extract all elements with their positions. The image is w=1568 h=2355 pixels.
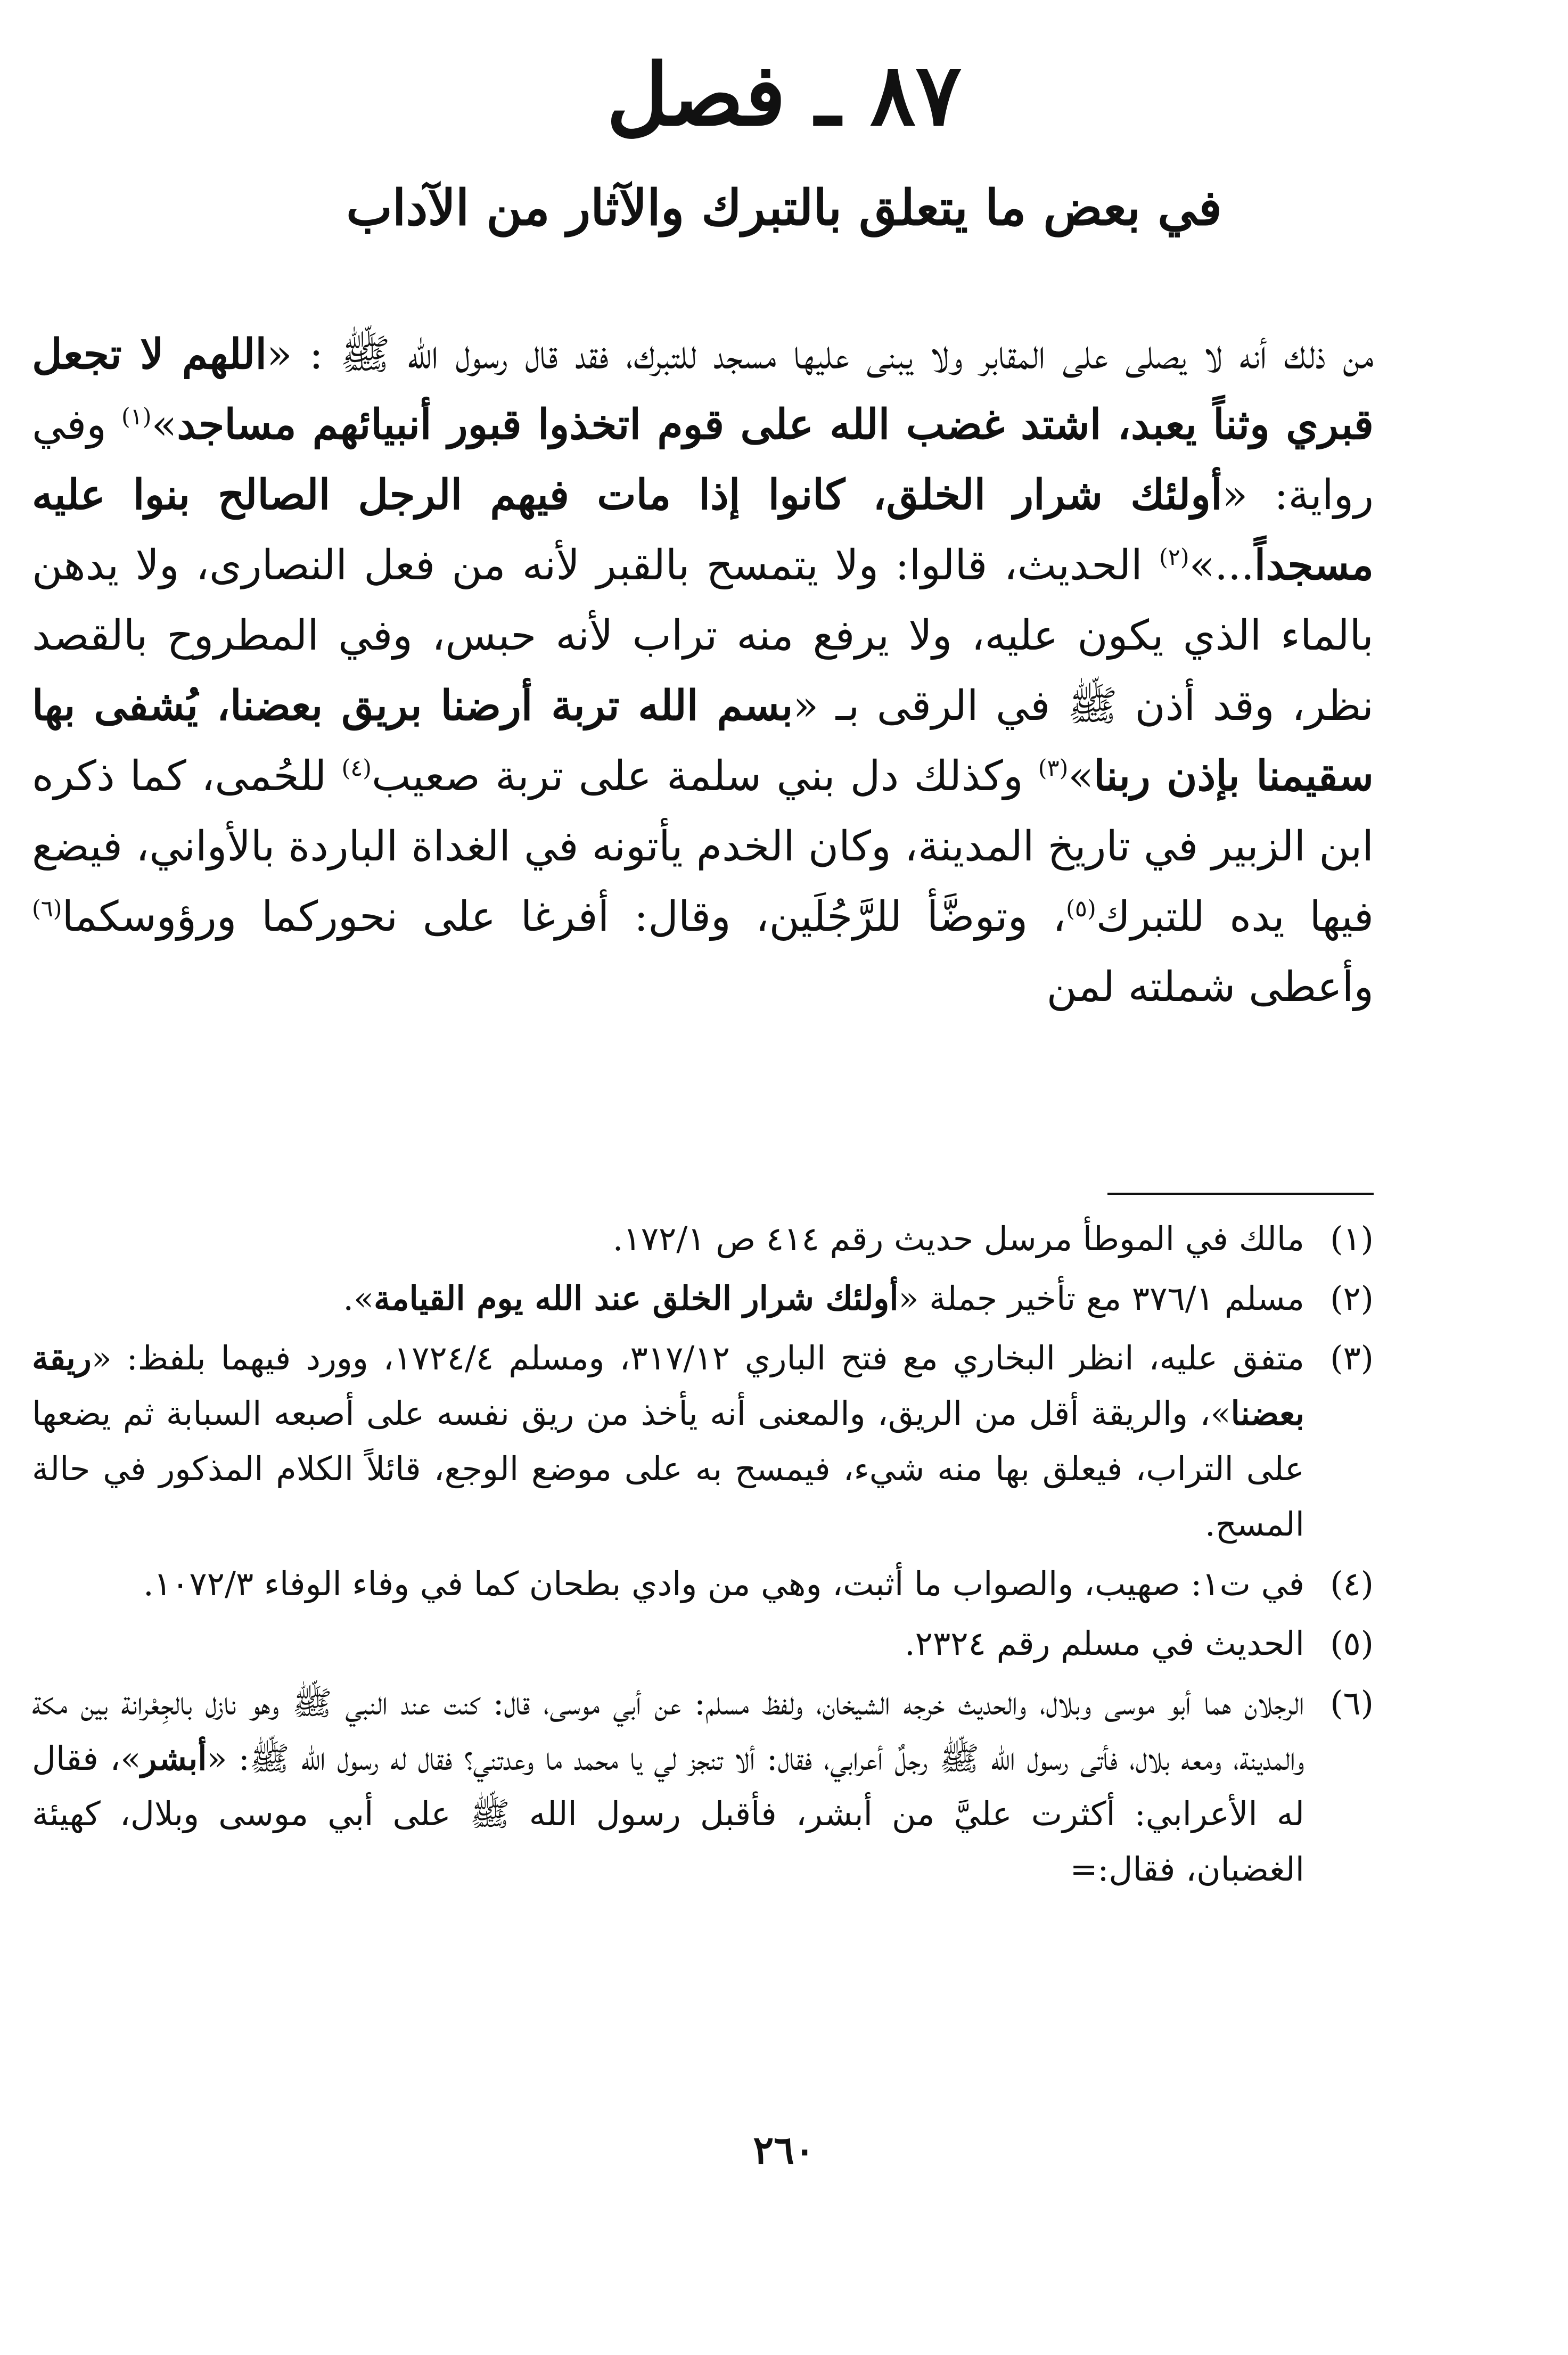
text-run: الحديث، قالوا: ولا يتمسح بالقبر لأنه من فعل النصارى، ولا يدهن بالماء الذي يكون عليه، ولا يرفع منه تراب لأنه حبس، وفي المطروح بالقصد نظر، وقد أذن ﷺ في الرقى بـ « [32, 541, 1374, 730]
hadith-quote: ريقة بعضنا [32, 1339, 1304, 1433]
footnote-ref: (١) [121, 404, 152, 430]
footnote-6 [32, 1676, 1374, 1897]
footnote-text [32, 1676, 1304, 1897]
text-run: ...» [1189, 541, 1254, 589]
text-run: » [1068, 752, 1094, 800]
text-run: »، فقال له الأعرابي: أكثرت عليَّ من أبشر، فأقبل رسول الله ﷺ على أبي موسى وبلال، كهيئة الغضبان، فقال:= [32, 1739, 1304, 1889]
footnote-text: في ت١: صهيب، والصواب ما أثبت، وهي من وادي بطحان كما في وفاء الوفاء ١٠٧٢/٣. [143, 1564, 1304, 1603]
chapter-title: ٨٧ ـ فصل [606, 45, 962, 145]
hadith-quote: بسم الله تربة أرضنا بريق بعضنا، يُشفى بها سقيمنا بإذن ربنا [32, 682, 1374, 800]
footnote-number: (٣) [1330, 1339, 1374, 1377]
footnote-ref: (٥) [1066, 896, 1096, 922]
text-run: » [151, 401, 177, 449]
footnote-4 [32, 1556, 1374, 1612]
footnote-1 [32, 1211, 1374, 1267]
page-number: ٢٦٠ [753, 2127, 815, 2172]
text-run: مسلم ٣٧٦/١ مع تأخير جملة « [898, 1279, 1304, 1318]
text-run: وفي رواية: « [32, 401, 1374, 519]
footnote-number: (١) [1330, 1219, 1374, 1258]
footnote-text [32, 1331, 1304, 1552]
text-run: وكذلك دل بني سلمة على تربة صعيب [372, 752, 1038, 800]
footnote-separator [1107, 1193, 1374, 1195]
hadith-quote: أولئك شرار الخلق عند الله يوم القيامة [374, 1279, 899, 1318]
text-run: للحُمى، كما ذكره ابن الزبير في تاريخ المدينة، وكان الخدم يأتونه في الغداة الباردة بالأواني، فيضع فيها يده للتبرك [32, 752, 1374, 941]
chapter-subtitle: في بعض ما يتعلق بالتبرك والآثار من الآداب [346, 179, 1222, 236]
text-run: »، والريقة أقل من الريق، والمعنى أنه يأخذ من ريق نفسه على أصبعه السبابة ثم يضعها على التراب، فيعلق بها منه شيء، فيمسح به على موضع الوجع، قائلاً الكلام المذكور في حالة المسح. [32, 1394, 1304, 1544]
footnote-3 [32, 1331, 1374, 1552]
text-run: وأعطى شملته لمن [1046, 963, 1374, 1011]
footnote-5 [32, 1616, 1374, 1671]
footnote-number: (٤) [1330, 1564, 1374, 1603]
footnote-text: مالك في الموطأ مرسل حديث رقم ٤١٤ ص ١٧٢/١. [612, 1219, 1304, 1258]
footnote-2 [32, 1271, 1374, 1326]
text-run: متفق عليه، انظر البخاري مع فتح الباري ٣١٧/١٢، ومسلم ١٧٢٤/٤، وورد فيهما بلفظ: « [91, 1339, 1304, 1377]
text-run: من ذلك أنه لا يصلى على المقابر ولا يبنى عليها مسجد للتبرك، فقد قال رسول الله ﷺ : « [267, 331, 1374, 379]
footnote-ref: (٤) [341, 755, 372, 782]
main-paragraph [32, 319, 1374, 1022]
footnotes [32, 1211, 1374, 1901]
main-text [32, 319, 1374, 1022]
footnote-number: (٦) [1330, 1684, 1374, 1722]
hadith-quote: اللهم لا تجعل قبري وثناً يعبد، اشتد غضب الله على قوم اتخذوا قبور أنبيائهم مساجد [32, 330, 1374, 449]
text-run: ، وتوضَّأ للرَّجُلَين، وقال: أفرغا على نحوركما ورؤوسكما [62, 893, 1066, 941]
footnote-ref: (٦) [32, 896, 62, 922]
footnote-number: (٥) [1330, 1624, 1374, 1663]
footnote-text [32, 1271, 1304, 1326]
hadith-quote: أولئك شرار الخلق، كانوا إذا مات فيهم الرجل الصالح بنوا عليه مسجداً [32, 471, 1374, 589]
text-run: الرجلان هما أبو موسى وبلال، والحديث خرجه الشيخان، ولفظ مسلم: عن أبي موسى، قال: كنت عند النبي ﷺ وهو نازل بالجِعْرانة بين مكة والمدينة، ومعه بلال، فأتى رسول الله ﷺ رجلٌ أعرابي، فقال: ألا تنجز لي يا محمد ما وعدتني؟ فقال له رسول الله ﷺ: « [32, 1684, 1304, 1778]
footnote-ref: (٣) [1038, 755, 1069, 782]
text-run: ». [343, 1279, 374, 1318]
hadith-quote: أبشر [141, 1739, 207, 1778]
footnote-ref: (٢) [1159, 544, 1189, 571]
footnote-text: الحديث في مسلم رقم ٢٣٢٤. [904, 1624, 1304, 1663]
footnote-number: (٢) [1330, 1279, 1374, 1318]
